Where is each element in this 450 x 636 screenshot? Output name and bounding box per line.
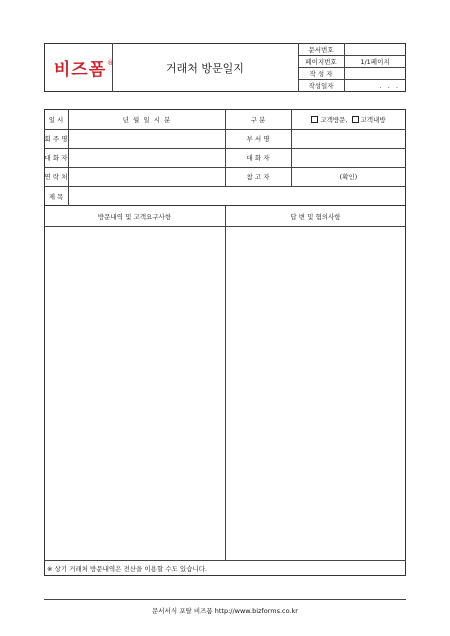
logo (48, 55, 120, 79)
date-value[interactable]: 년 월 일 시 분 (122, 115, 171, 124)
reference-label: 참 고 자 (246, 173, 270, 181)
document-title: 거래처 방문일지 (166, 61, 244, 75)
meta-label-date: 작성일자 (308, 82, 334, 90)
contact-person-value[interactable] (68, 148, 225, 167)
contact-person2-label: 대 화 자 (246, 154, 270, 162)
left-heading: 방문내역 및 고객요구사항 (97, 212, 172, 221)
response-area[interactable] (226, 227, 405, 559)
meta-value-author[interactable] (344, 67, 406, 79)
checkbox-icon[interactable] (352, 116, 359, 123)
meta-value-date[interactable]: . . . (379, 81, 400, 90)
dept-value[interactable] (291, 129, 406, 148)
company-value[interactable] (68, 129, 225, 148)
logo-text: 비즈폼 (53, 59, 107, 80)
footnote: ※ 상기 거래처 방문내역은 전산을 이용할 수도 있습니다. (47, 564, 208, 573)
footer-text: 문서서식 포탈 비즈폼 http://www.bizforms.co.kr (152, 606, 298, 615)
dept-label: 부 서 명 (246, 135, 270, 143)
right-heading: 답 변 및 협의사항 (290, 212, 341, 221)
visit-details-area[interactable] (45, 227, 224, 559)
phone-value[interactable] (68, 167, 225, 186)
company-label: 회 주 명 (44, 135, 68, 143)
checkbox-icon[interactable] (311, 116, 318, 123)
subject-label: 제 목 (48, 192, 64, 201)
footer-rule (44, 599, 406, 600)
type-option-customer-visit: 고객방문, (320, 115, 348, 124)
meta-label-author: 작 성 자 (309, 69, 333, 78)
logo-registered-mark: ® (107, 59, 115, 67)
contact-person2-value[interactable] (291, 148, 406, 167)
reference-value[interactable]: (확인) (339, 173, 358, 181)
date-label: 일 시 (48, 115, 64, 124)
type-label: 구 분 (250, 115, 266, 124)
meta-label-page-number: 페이지번호 (305, 57, 337, 66)
phone-label: 연 락 처 (44, 173, 68, 181)
meta-value-page-number[interactable]: 1/1페이지 (360, 57, 390, 66)
contact-person-label: 대 화 자 (44, 154, 68, 162)
meta-label-doc-number: 문서번호 (308, 45, 334, 54)
meta-value-doc-number[interactable] (344, 43, 406, 55)
subject-value[interactable] (68, 186, 406, 206)
type-options (291, 109, 406, 129)
type-option-customer-inbound: 고객내방 (360, 115, 386, 124)
